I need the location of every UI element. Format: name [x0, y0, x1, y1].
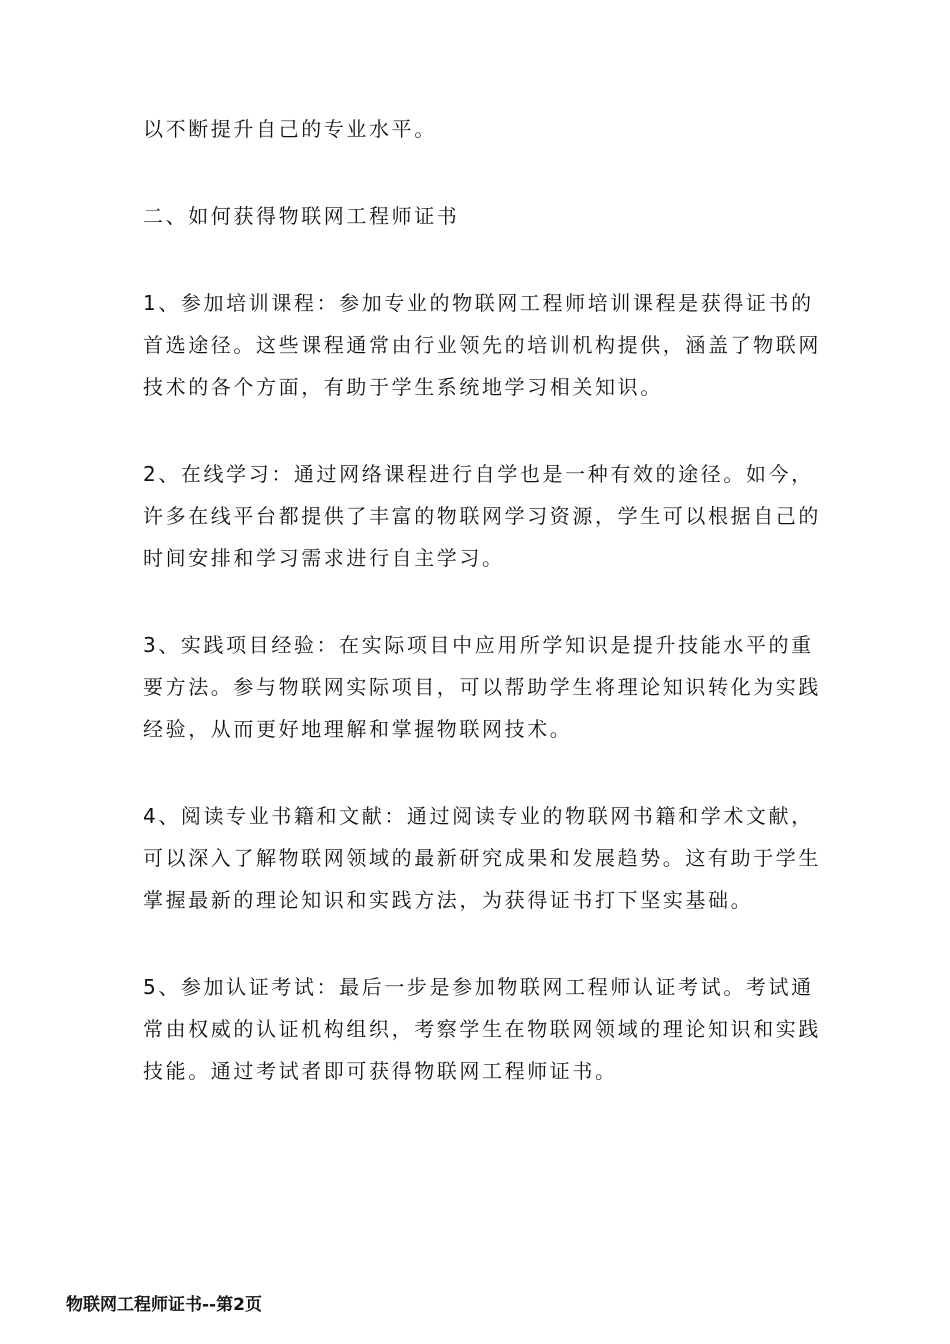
- document-body: [143, 108, 821, 1092]
- paragraph-line: 2、在线学习：通过网络课程进行自学也是一种有效的途径。如今，: [143, 462, 814, 486]
- paragraph-line: 技能。通过考试者即可获得物联网工程师证书。: [143, 1059, 618, 1083]
- paragraph-line: 以不断提升自己的专业水平。: [143, 117, 437, 141]
- paragraph-gap: [143, 408, 813, 453]
- paragraph-line: 许多在线平台都提供了丰富的物联网学习资源，学生可以根据自己的: [143, 504, 821, 528]
- paragraph-line: 要方法。参与物联网实际项目，可以帮助学生将理论知识转化为实践: [143, 675, 821, 699]
- paragraph-gap: [143, 750, 813, 795]
- paragraph-line: 3、实践项目经验：在实际项目中应用所学知识是提升技能水平的重: [143, 633, 814, 657]
- paragraph-line: 常由权威的认证机构组织，考察学生在物联网领域的理论知识和实践: [143, 1017, 821, 1041]
- paragraph-line: 首选途径。这些课程通常由行业领先的培训机构提供，涵盖了物联网: [143, 333, 821, 357]
- paragraph-line: 5、参加认证考试：最后一步是参加物联网工程师认证考试。考试通: [143, 975, 814, 999]
- section-heading: 二、如何获得物联网工程师证书: [143, 204, 460, 228]
- paragraph-line: 可以深入了解物联网领域的最新研究成果和发展趋势。这有助于学生: [143, 846, 821, 870]
- paragraph-line: 1、参加培训课程：参加专业的物联网工程师培训课程是获得证书的: [143, 291, 814, 315]
- paragraph-gap: [143, 150, 813, 195]
- paragraph-line: 时间安排和学习需求进行自主学习。: [143, 546, 505, 570]
- paragraph-gap: [143, 237, 813, 282]
- paragraph-line: 掌握最新的理论知识和实践方法，为获得证书打下坚实基础。: [143, 888, 754, 912]
- paragraph-line: 经验，从而更好地理解和掌握物联网技术。: [143, 717, 573, 741]
- page-footer: 物联网工程师证书--第2页: [66, 1295, 262, 1315]
- paragraph-line: 技术的各个方面，有助于学生系统地学习相关知识。: [143, 375, 663, 399]
- paragraph-line: 4、阅读专业书籍和文献：通过阅读专业的物联网书籍和学术文献，: [143, 804, 814, 828]
- paragraph-gap: [143, 579, 813, 624]
- paragraph-gap: [143, 921, 813, 966]
